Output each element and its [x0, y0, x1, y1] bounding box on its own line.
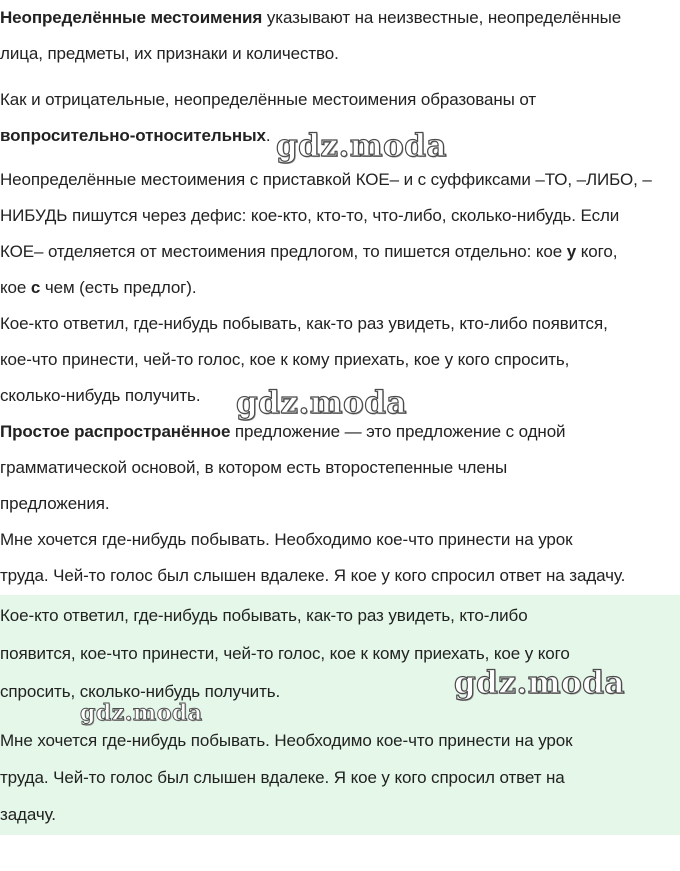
text-line: [0, 0, 680, 36]
text-line: труда. Чей-то голос был слышен вдалеке. Я кое у кого спросил ответ на задачу.: [0, 566, 626, 585]
text-line: Мне хочется где-нибудь побывать. Необходимо кое-что принести на урок: [0, 731, 573, 750]
watermark-logo: gdz.moda: [276, 128, 447, 164]
term-bold: Простое распространённое: [0, 422, 231, 441]
text-line: труда. Чей-то голос был слышен вдалеке. Я кое у кого спросил ответ на: [0, 768, 565, 787]
text-span: кого,: [576, 242, 618, 261]
text-line: Кое-кто ответил, где-нибудь побывать, как-то раз увидеть, кто-либо: [0, 606, 528, 625]
text-line: [0, 234, 680, 270]
text-line: [0, 270, 680, 306]
answer-sentences-paragraph: [0, 722, 680, 833]
text-line: Мне хочется где-нибудь побывать. Необходимо кое-что принести на урок: [0, 530, 573, 549]
text-line: грамматической основой, в котором есть второстепенные члены: [0, 458, 508, 477]
text-line: Кое-кто ответил, где-нибудь побывать, как-то раз увидеть, кто-либо появится,: [0, 314, 608, 333]
term-bold: Неопределённые местоимения: [0, 8, 263, 27]
text-span: кое: [0, 278, 31, 297]
text-line: кое-что принести, чей-то голос, кое к кому приехать, кое у кого спросить,: [0, 350, 570, 369]
preposition-bold: у: [566, 242, 577, 261]
text-line: задачу.: [0, 805, 56, 824]
definition-indefinite-pronouns: [0, 0, 680, 72]
text-line: предложения.: [0, 494, 110, 513]
text-line: НИБУДЬ пишутся через дефис: кое-кто, кто-то, что-либо, сколько-нибудь. Если: [0, 206, 620, 225]
text-line: лица, предметы, их признаки и количество.: [0, 44, 339, 63]
text-line: спросить, сколько-нибудь получить.: [0, 682, 281, 701]
text-span: .: [265, 126, 271, 145]
term-bold: вопросительно-относительных: [0, 126, 266, 145]
preposition-bold: с: [30, 278, 41, 297]
definition-simple-sentence: [0, 414, 680, 522]
text-line: сколько-нибудь получить.: [0, 386, 201, 405]
watermark-logo: gdz.moda: [236, 385, 407, 421]
watermark-logo: gdz.moda: [80, 700, 203, 726]
text-line: Неопределённые местоимения с приставкой КОЕ– и с суффиксами –ТО, –ЛИБО, –: [0, 170, 652, 189]
text-span: предложение — это предложение с одной: [230, 422, 566, 441]
text-line: Как и отрицательные, неопределённые местоимения образованы от: [0, 90, 537, 109]
spelling-rule-paragraph: [0, 162, 680, 306]
text-span: указывают на неизвестные, неопределённые: [262, 8, 622, 27]
text-line: появится, кое-что принести, чей-то голос, кое к кому приехать, кое у кого: [0, 644, 570, 663]
watermark-logo: gdz.moda: [454, 665, 625, 701]
sentences-paragraph: [0, 522, 680, 594]
text-span: КОЕ– отделяется от местоимения предлогом, то пишется отдельно: кое: [0, 242, 567, 261]
text-span: чем (есть предлог).: [40, 278, 197, 297]
